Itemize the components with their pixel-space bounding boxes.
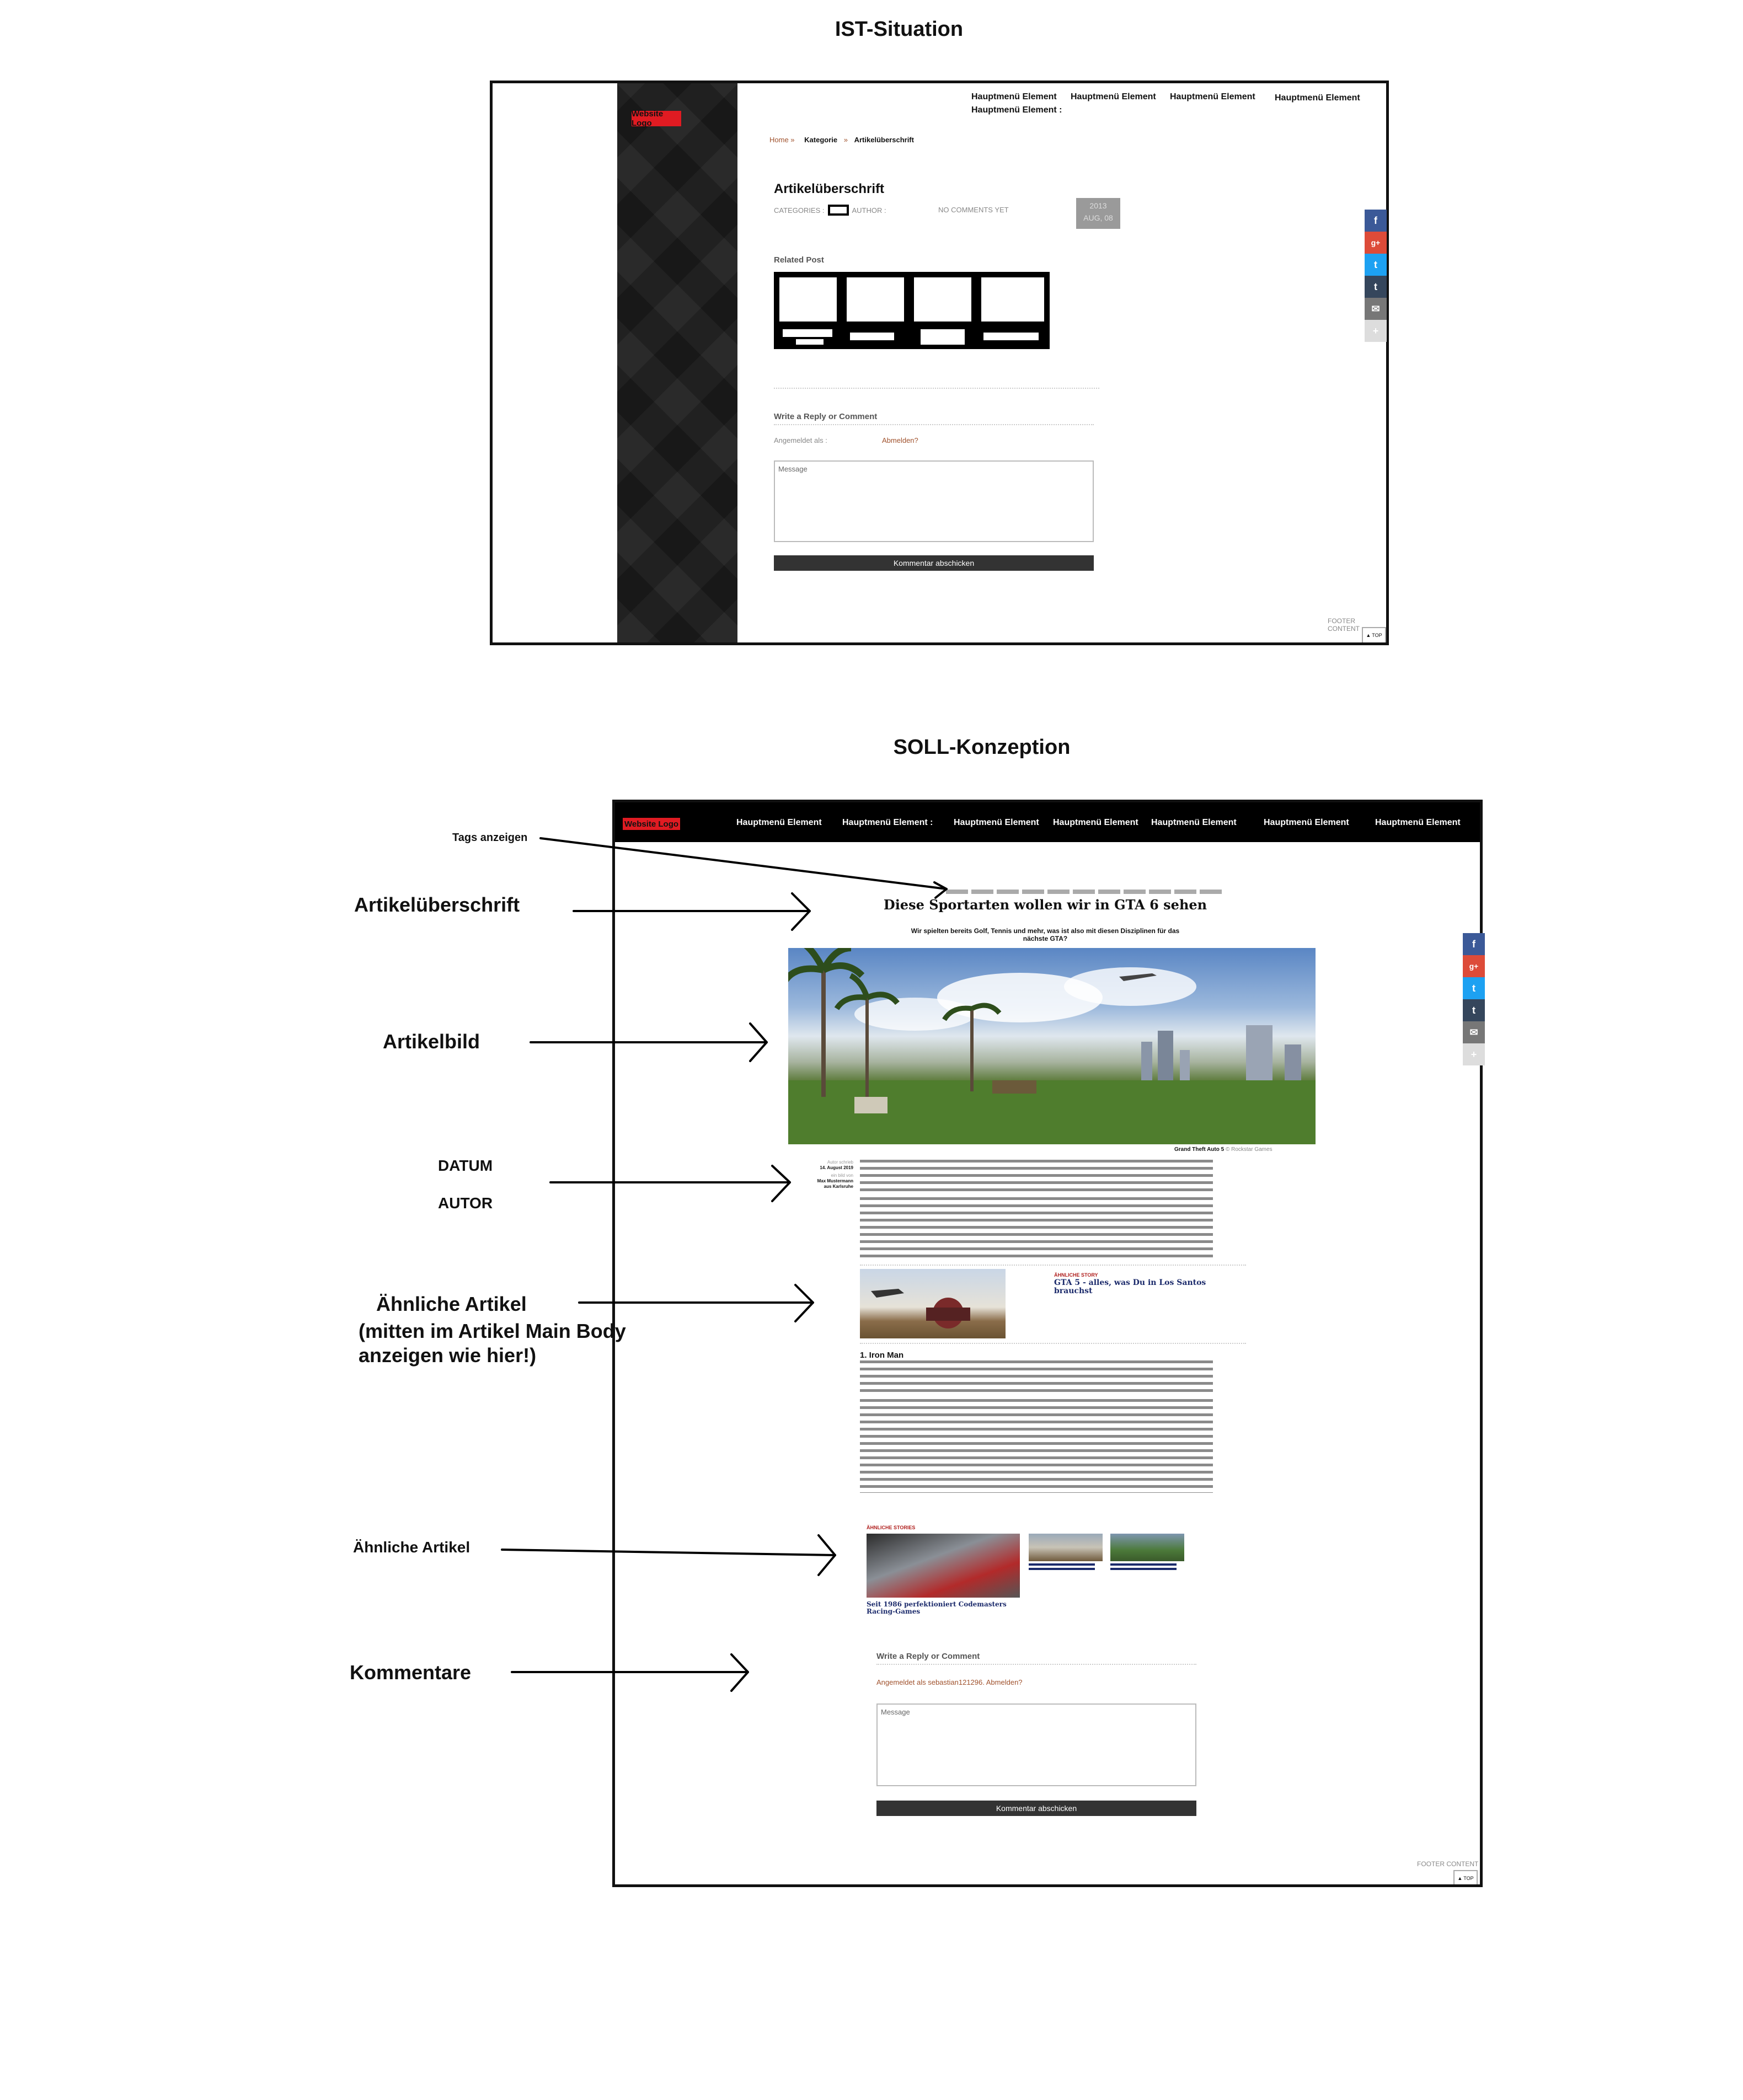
meta-author[interactable]: Max Mustermann <box>817 1178 853 1183</box>
breadcrumb-current: Artikelüberschrift <box>854 136 914 144</box>
google-plus-icon[interactable]: g+ <box>1463 955 1485 977</box>
related-story-main-title[interactable]: Seit 1986 perfektioniert Codemasters Racing-Games <box>867 1600 1007 1615</box>
tumblr-icon[interactable]: t <box>1463 999 1485 1021</box>
soll-article-headline: Diese Sportarten wollen wir in GTA 6 sehen <box>883 897 1207 913</box>
ist-article-title: Artikelüberschrift <box>774 181 885 196</box>
ist-footer-content: FOOTER CONTENT <box>1328 617 1360 633</box>
breadcrumb-separator: » <box>843 136 848 144</box>
top-label: TOP <box>1372 633 1382 638</box>
annotation-related-1-note: (mitten im Artikel Main Body anzeigen wie hier!) <box>359 1320 626 1367</box>
email-icon[interactable]: ✉ <box>1365 298 1387 320</box>
annotation-tags: Tags anzeigen <box>452 832 528 844</box>
annotation-related-2: Ähnliche Artikel <box>353 1539 470 1556</box>
ist-reply-heading: Write a Reply or Comment <box>774 412 878 421</box>
twitter-icon[interactable]: t <box>1365 254 1387 276</box>
arrow-up-icon: ▲ <box>1457 1876 1463 1881</box>
ist-nav-item-1[interactable]: Hauptmenü Element <box>971 92 1057 101</box>
arrow-up-icon: ▲ <box>1366 633 1371 638</box>
annotation-author: AUTOR <box>438 1194 493 1212</box>
ist-nav-item-5[interactable]: Hauptmenü Element : <box>971 105 1062 115</box>
annotation-image: Artikelbild <box>383 1030 480 1053</box>
meta-by: Autor schrieb <box>827 1160 853 1165</box>
more-icon[interactable]: + <box>1365 320 1387 342</box>
date-day: AUG, 08 <box>1083 213 1113 222</box>
ist-website-logo[interactable]: Website Logo <box>632 111 681 126</box>
soll-logged-in[interactable]: Angemeldet als sebastian121296. Abmelden? <box>876 1678 1023 1686</box>
related-kicker: ÄHNLICHE STORY <box>1054 1272 1098 1278</box>
soll-section-title: SOLL-Konzeption <box>893 736 1071 759</box>
soll-nav-item-5[interactable]: Hauptmenü Element <box>1151 818 1237 827</box>
facebook-icon[interactable]: f <box>1463 933 1485 955</box>
soll-nav-item-1[interactable]: Hauptmenü Element <box>736 818 822 827</box>
soll-nav-item-3[interactable]: Hauptmenü Element <box>954 818 1039 827</box>
section-heading: 1. Iron Man <box>860 1351 904 1360</box>
ist-nav-item-2[interactable]: Hauptmenü Element <box>1071 92 1156 101</box>
annotation-related-1: Ähnliche Artikel <box>376 1293 527 1315</box>
soll-submit-button[interactable]: Kommentar abschicken <box>876 1801 1196 1816</box>
related-stories-heading: ÄHNLICHE STORIES <box>867 1525 916 1530</box>
soll-reply-heading: Write a Reply or Comment <box>876 1652 980 1661</box>
ist-nav-item-4[interactable]: Hauptmenü Element <box>1275 93 1360 103</box>
ist-logout-link[interactable]: Abmelden? <box>882 436 918 444</box>
caption-credit: © Rockstar Games <box>1225 1147 1273 1153</box>
ist-section-title: IST-Situation <box>835 18 964 41</box>
breadcrumb-category[interactable]: Kategorie <box>804 136 838 144</box>
email-icon[interactable]: ✉ <box>1463 1021 1485 1043</box>
soll-footer-content: FOOTER CONTENT <box>1417 1860 1479 1868</box>
tumblr-icon[interactable]: t <box>1365 276 1387 298</box>
annotation-date: DATUM <box>438 1157 493 1174</box>
soll-website-logo[interactable]: Website Logo <box>623 818 680 830</box>
meta-categories-label: CATEGORIES : <box>774 206 825 215</box>
meta-date: 14. August 2019 <box>820 1165 853 1170</box>
twitter-icon[interactable]: t <box>1463 977 1485 999</box>
date-year: 2013 <box>1089 201 1107 210</box>
top-label: TOP <box>1463 1876 1474 1881</box>
ist-submit-button[interactable]: Kommentar abschicken <box>774 555 1094 571</box>
breadcrumb-home[interactable]: Home » <box>769 136 795 144</box>
ist-related-heading: Related Post <box>774 255 824 265</box>
related-article-title[interactable]: GTA 5 - alles, was Du in Los Santos brauchst <box>1054 1278 1206 1295</box>
ist-message-field[interactable]: Message <box>774 460 1094 542</box>
meta-author-label: ein bild von <box>831 1173 853 1178</box>
more-icon[interactable]: + <box>1463 1043 1485 1065</box>
meta-extra: aus Karlsruhe <box>824 1184 853 1189</box>
soll-nav-item-2[interactable]: Hauptmenü Element : <box>842 818 933 827</box>
ist-logged-in: Angemeldet als : <box>774 436 827 444</box>
soll-nav-item-6[interactable]: Hauptmenü Element <box>1264 818 1349 827</box>
annotation-comments: Kommentare <box>350 1661 472 1684</box>
ist-meta-comments[interactable]: NO COMMENTS YET <box>938 206 1009 214</box>
soll-nav-item-7[interactable]: Hauptmenü Element <box>1375 818 1461 827</box>
facebook-icon[interactable]: f <box>1365 210 1387 232</box>
soll-message-field[interactable]: Message <box>876 1703 1196 1786</box>
meta-author-label: AUTHOR : <box>852 206 886 215</box>
ist-nav-item-3[interactable]: Hauptmenü Element <box>1170 92 1255 101</box>
annotation-headline: Artikelüberschrift <box>354 893 520 916</box>
soll-article-subheadline: Wir spielten bereits Golf, Tennis und mehr, was ist also mit diesen Disziplinen für das nächste GTA? <box>911 927 1180 942</box>
soll-nav-item-4[interactable]: Hauptmenü Element <box>1053 818 1138 827</box>
google-plus-icon[interactable]: g+ <box>1365 232 1387 254</box>
caption-bold: Grand Theft Auto 5 <box>1174 1147 1225 1153</box>
